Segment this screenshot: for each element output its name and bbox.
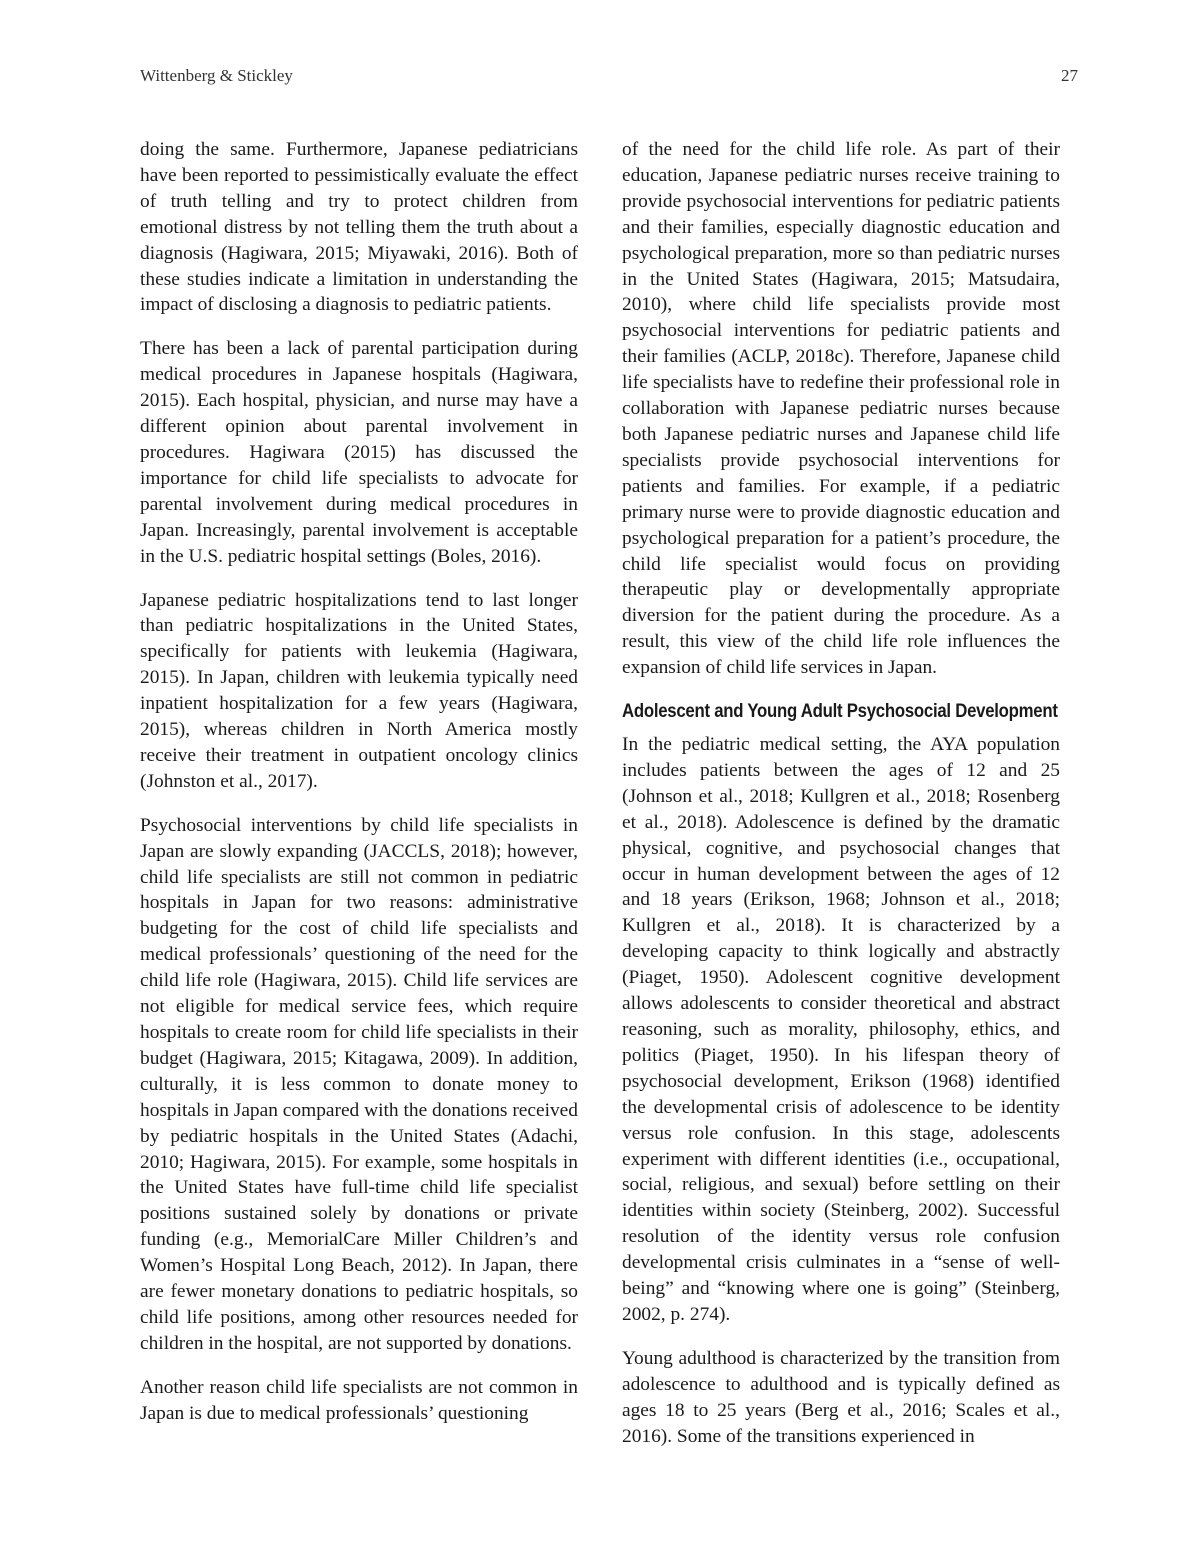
section-heading: Adolescent and Young Adult Psychosocial Development [622,700,1058,723]
body-paragraph: Another reason child life specialists are not common in Japan is due to medical professionals’ questioning [140,1376,578,1424]
body-paragraph: Young adulthood is characterized by the transition from adolescence to adulthood and is typically defined as ages 18 to 25 years (Berg et al., 2016; Scales et al., 2016). Some of the transitions experienced in [622,1347,1060,1447]
right-column [622,137,1060,1468]
body-paragraph: In the pediatric medical setting, the AYA population includes patients between the ages of 12 and 25 (Johnson et al., 2018; Kullgren et al., 2018; Rosenberg et al., 2018). Adolescence is defined by the dramatic physical, cognitive, and psychosocial changes that occur in human development between the ages of 12 and 18 years (Erikson, 1968; Johnson et al., 2018; Kullgren et al., 2018). It is characterized by a developing capacity to think logically and abstractly (Piaget, 1950). Adolescent cognitive development allows adolescents to consider theoretical and abstract reasoning, such as morality, philosophy, ethics, and politics (Piaget, 1950). In his lifespan theory of psychosocial development, Erikson (1968) identified the developmental crisis of adolescence to be identity versus role confusion. In this stage, adolescents experiment with different identities (i.e., occupational, social, religious, and sexual) before settling on their identities within society (Steinberg, 2002). Successful resolution of the identity versus role confusion developmental crisis culminates in a “sense of well-being” and “knowing where one is going” (Steinberg, 2002, p. 274). [622,734,1060,1325]
body-paragraph: doing the same. Furthermore, Japanese pediatricians have been reported to pessimistically evaluate the effect of truth telling and try to protect children from emotional distress by not telling them the truth about a diagnosis (Hagiwara, 2015; Miyawaki, 2016). Both of these studies indicate a limitation in understanding the impact of disclosing a diagnosis to pediatric patients. [140,139,578,316]
left-column [140,137,578,1445]
body-paragraph: of the need for the child life role. As part of their education, Japanese pediatric nurses receive training to provide psychosocial interventions for pediatric patients and their families, especially diagnostic education and psychological preparation, more so than pediatric nurses in the United States (Hagiwara, 2015; Matsudaira, 2010), where child life specialists provide most psychosocial interventions for pediatric patients and their families (ACLP, 2018c). Therefore, Japanese child life specialists have to redefine their professional role in collaboration with Japanese pediatric nurses because both Japanese pediatric nurses and Japanese child life specialists provide psychosocial interventions for patients and families. For example, if a pediatric primary nurse were to provide diagnostic education and psychological preparation for a patient’s procedure, the child life specialist would focus on providing therapeutic play or developmentally appropriate diversion for the patient during the procedure. As a result, this view of the child life role influences the expansion of child life services in Japan. [622,139,1060,679]
running-head-authors: Wittenberg & Stickley [140,66,293,85]
running-head [140,64,1078,88]
body-paragraph: Psychosocial interventions by child life specialists in Japan are slowly expanding (JACCLS, 2018); however, child life specialists are still not common in pediatric hospitals in Japan for two reasons: administrative budgeting for the cost of child life specialists and medical professionals’ questioning of the need for the child life role (Hagiwara, 2015). Child life services are not eligible for medical service fees, which require hospitals to create room for child life specialists in their budget (Hagiwara, 2015; Kitagawa, 2009). In addition, culturally, it is less common to donate money to hospitals in Japan compared with the donations received by pediatric hospitals in the United States (Adachi, 2010; Hagiwara, 2015). For example, some hospitals in the United States have full-time child life specialist positions sustained solely by donations or private funding (e.g., MemorialCare Miller Children’s and Women’s Hospital Long Beach, 2012). In Japan, there are fewer monetary donations to pediatric hospitals, so child life positions, among other resources needed for children in the hospital, are not supported by donations. [140,814,578,1354]
body-paragraph: Japanese pediatric hospitalizations tend to last longer than pediatric hospitalizations in the United States, specifically for patients with leukemia (Hagiwara, 2015). In Japan, children with leukemia typically need inpatient hospitalization for a few years (Hagiwara, 2015), whereas children in North America mostly receive their treatment in outpatient oncology clinics (Johnston et al., 2017). [140,589,578,792]
page-number: 27 [1061,66,1078,85]
body-paragraph: There has been a lack of parental participation during medical procedures in Japanese hospitals (Hagiwara, 2015). Each hospital, physician, and nurse may have a different opinion about parental involvement in procedures. Hagiwara (2015) has discussed the importance for child life specialists to advocate for parental involvement during medical procedures in Japan. Increasingly, parental involvement is acceptable in the U.S. pediatric hospital settings (Boles, 2016). [140,338,578,567]
